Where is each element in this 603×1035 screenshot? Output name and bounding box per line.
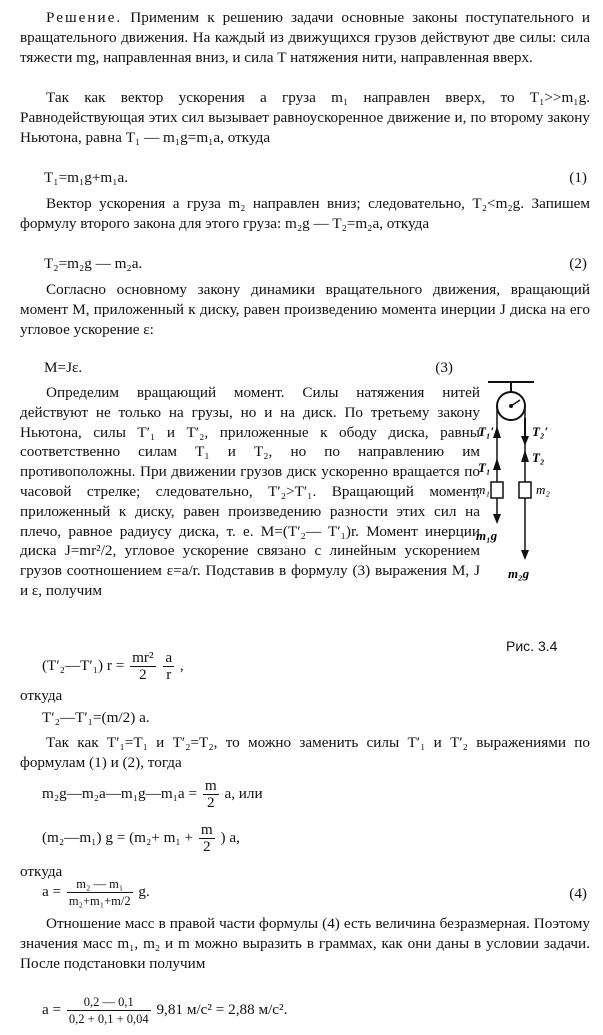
- label-m2: m₂: [536, 482, 550, 497]
- equation-3-number: (3): [435, 359, 453, 376]
- equation-2: T₂=m₂g — m₂a.: [44, 255, 143, 272]
- label-t1: T₁: [478, 460, 491, 475]
- equation-4-fraction-2: $\frac{a}{r}$: [165, 649, 173, 683]
- pulley-radius: [511, 400, 520, 406]
- label-m1: m₁: [476, 482, 490, 497]
- equation-4-lhs: (T′₂—T′₁) r =: [42, 656, 125, 674]
- arrow-t2-prime: [521, 436, 529, 446]
- paragraph-rotation-law: Согласно основному закону динамики вращательного движения, вращающий момент M, приложенный к диску, равен произведению момента инерции J диска на его угловое ускорение ε:: [20, 281, 590, 338]
- load-m1: [491, 482, 503, 498]
- equation-8-number: (4): [569, 885, 587, 902]
- equation-8-fraction: $\frac{\text{m₂ — m₁}}{\text{m₂+m₁+m/2}}$: [68, 877, 131, 908]
- arrow-t2: [521, 450, 529, 462]
- paragraph-solution-intro: [20, 8, 590, 67]
- label-t1-prime: T₁′: [478, 424, 495, 439]
- equation-7: (m₂—m₁) g = (m₂+ m₁ + $\frac{m}{2}$ ) a,: [42, 821, 240, 855]
- equation-8: a = $\frac{\text{m₂ — m₁}}{\text{m₂+m₁+m/2}}$ g.: [42, 877, 150, 908]
- arrow-t1: [493, 458, 501, 470]
- paragraph-substitution: Так как T′₁=T₁ и T′₂=T₂, то можно заменить силы T′₁ и T′₂ выражениями по формулам (1) и (2), тогда: [20, 734, 590, 771]
- equation-4: (T′₂—T′₁) r = $\frac{\text{mr²}}{2}$ $\frac{a}{r}$ ,: [42, 649, 184, 683]
- equation-1-number: (1): [569, 169, 587, 186]
- equation-9: a = $\frac{0,2 — 0,1}{0,2 + 0,1 + 0,04}$ 9,81 м/с² = 2,88 м/с².: [42, 995, 288, 1026]
- paragraph-conclusion: Отношение масс в правой части формулы (4) есть величина безразмерная. Поэтому значения масс m₁, m₂ и m можно выразить в граммах, как они даны в условии задачи. После подстановки получим: [20, 915, 590, 972]
- solution-intro-text: Применим к решению задачи основные законы поступательного и вращательного движения. На каждый из движущихся грузов действуют две силы: сила тяжести mg, направленная вниз, и сила T натяжения нити, направленная вверх.: [20, 9, 590, 66]
- paragraph-torque: Определим вращающий момент. Силы натяжения нитей действуют не только на грузы, но и на диск. По третьему закону Ньютона, силы T′₁ и T′₂, приложенные к ободу диска, равны соответственно силам T₁ и T₂, но по направлению им противоположны. При движении грузов диск ускоренно вращается по часовой стрелке; следовательно, T′₂>T′₁. Вращающий момент, приложенный к диску, равен произведению разности этих сил на плечо, равное радиусу диска, т. е. M=(T′₂— T′₁)r. Момент инерции диска J=mr²/2, угловое ускорение связано с линейным ускорением грузов соотношением ε=a/r. Подставив в формулу (3) выражения M, J и ε, получим: [20, 384, 480, 599]
- label-t2: T₂: [532, 450, 545, 465]
- arrow-m1g: [493, 514, 501, 524]
- equation-1: T₁=m₁g+m₁a.: [44, 169, 129, 186]
- word-otkuda-2: откуда: [20, 863, 63, 880]
- label-t2-prime: T₂′: [532, 424, 549, 439]
- equation-4-fraction-1: $\frac{\text{mr²}}{2}$: [132, 649, 154, 683]
- equation-2-number: (2): [569, 255, 587, 272]
- equation-6: m₂g—m₂a—m₁g—m₁a = $\frac{m}{2}$ a, или: [42, 777, 263, 811]
- load-m2: [519, 482, 531, 498]
- paragraph-load1: Так как вектор ускорения a груза m₁ направлен вверх, то T₁>>m₁g. Равнодействующая этих сил вызывает равноускоренное движение и, по второму закону Ньютона, равна T₁ — m₁g=m₁a, откуда: [20, 89, 590, 146]
- equation-3: M=Jε.: [44, 359, 83, 376]
- label-m1g: m₁g: [476, 528, 498, 543]
- solution-heading: Решение.: [46, 9, 123, 26]
- equation-6-fraction: $\frac{m}{2}$: [204, 777, 217, 811]
- arrow-t1-prime: [493, 426, 501, 438]
- equation-7-fraction: $\frac{m}{2}$: [200, 821, 213, 855]
- label-m2g: m₂g: [508, 566, 530, 581]
- figure-pulley-diagram: [474, 378, 598, 634]
- equation-5: T′₂—T′₁=(m/2) a.: [42, 709, 150, 726]
- equation-9-fraction: $\frac{0,2 — 0,1}{0,2 + 0,1 + 0,04}$: [68, 995, 149, 1026]
- word-otkuda-1: откуда: [20, 687, 63, 704]
- paragraph-load2: Вектор ускорения a груза m₂ направлен вниз; следовательно, T₂<m₂g. Запишем формулу второго закона для этого груза: m₂g — T₂=m₂a, откуда: [20, 195, 590, 232]
- figure-caption: Рис. 3.4: [506, 638, 558, 654]
- arrow-m2g: [521, 550, 529, 560]
